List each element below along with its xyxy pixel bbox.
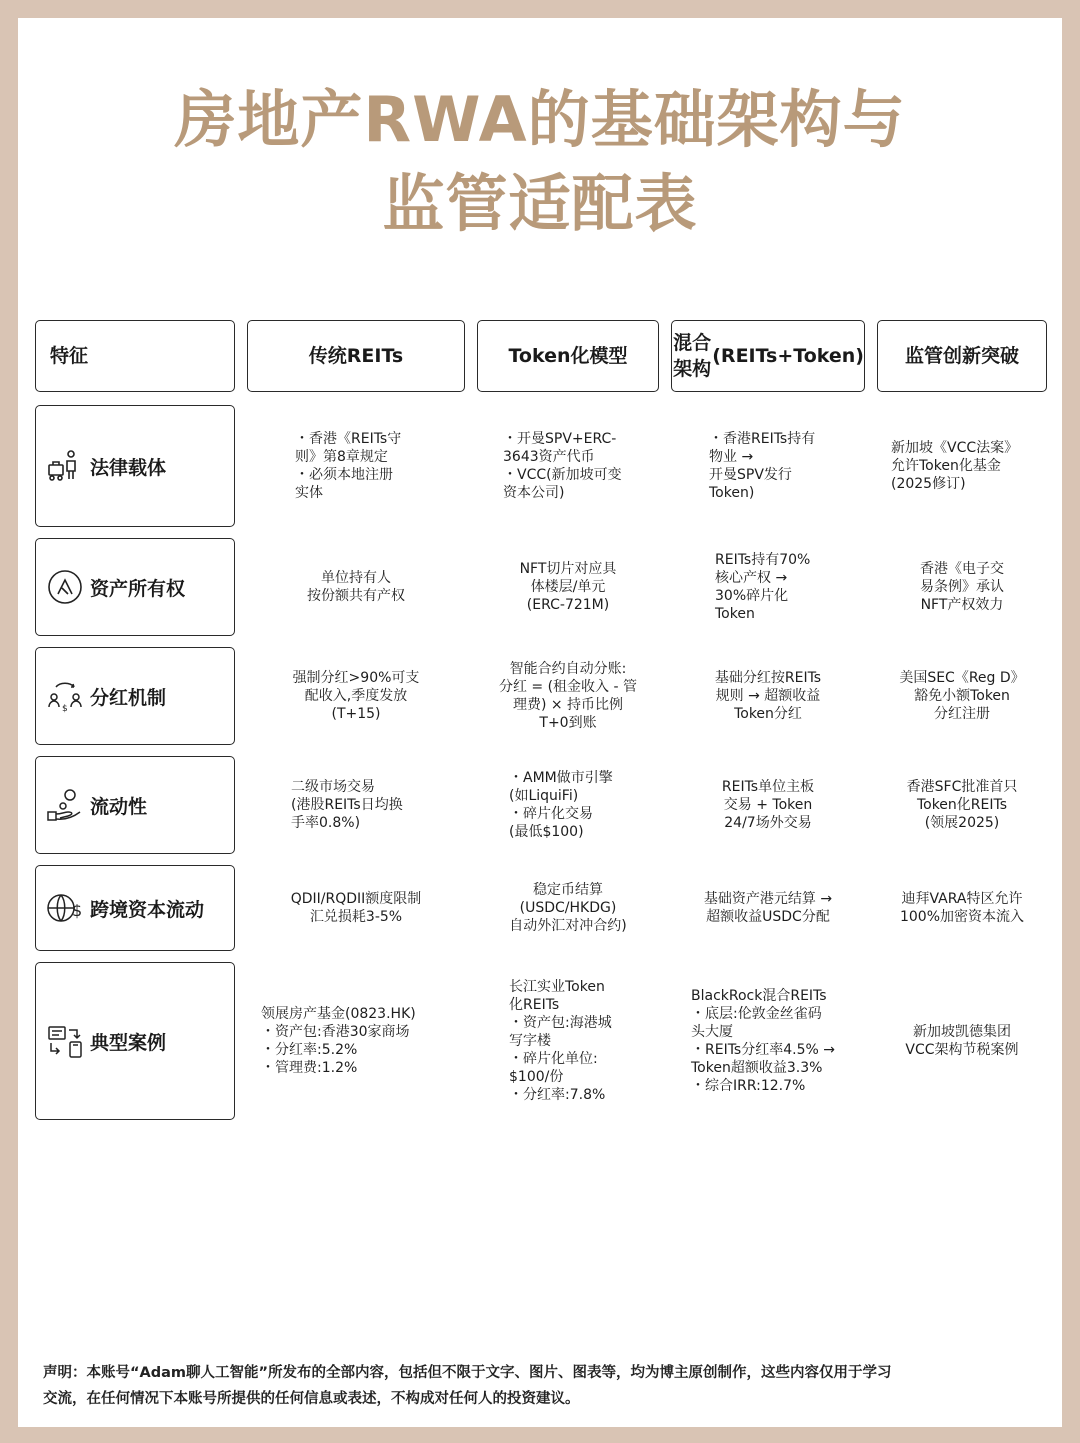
row-label-3: [35, 756, 235, 854]
cell-line: ・香港《REITs守: [295, 431, 402, 447]
cell-line: ・分红率:7.8%: [509, 1087, 606, 1103]
cell-line: ・VCC(新加坡可变: [503, 467, 622, 483]
cell-line: Token超额收益3.3%: [691, 1060, 823, 1076]
cell-line: 按份额共有产权: [307, 588, 405, 604]
row-label-text: 流动性: [90, 795, 148, 818]
row-label-text: 资产所有权: [90, 577, 186, 600]
cell-line: NFT产权效力: [920, 597, 1004, 613]
cell-line: (领展2025): [924, 815, 1000, 831]
cell-line: 配收入,季度发放: [304, 688, 408, 704]
cell-line: Token: [715, 606, 755, 622]
cell-line: ・碎片化单位:: [509, 1051, 598, 1067]
cell-line: 分红 = (租金收入 - 管: [498, 679, 638, 695]
page-title: [0, 78, 1080, 246]
cell-line: 体楼层/单元: [530, 579, 606, 595]
disclaimer-line-1: 声明：本账号“Adam聊人工智能”所发布的全部内容，包括但不限于文字、图片、图表等，均为博主原创制作，这些内容仅用于学习: [43, 1365, 892, 1381]
cell-line: 允许Token化基金: [891, 458, 1001, 474]
row-label-text: 法律载体: [90, 456, 167, 479]
cell-line: (USDC/HKDG): [519, 900, 617, 916]
cell-line: 手率0.8%): [291, 815, 361, 831]
table-cell-r0-c1: [503, 405, 659, 527]
column-header-line: 传统REITs: [308, 345, 404, 367]
cell-line: 香港《电子交: [920, 561, 1004, 577]
cell-line: 豁免小额Token: [914, 688, 1010, 704]
title-line-2: 监管适配表: [382, 167, 698, 240]
cell-line: (T+15): [331, 706, 381, 722]
column-header-2: [477, 320, 659, 392]
legal-carrier-icon: [46, 447, 84, 485]
cell-line: 写字楼: [509, 1033, 551, 1049]
column-header-line: 混合架构: [673, 332, 712, 380]
disclaimer-line-2: 交流，在任何情况下本账号所提供的任何信息或表述，不构成对任何人的投资建议。: [43, 1391, 580, 1407]
table-cell-r0-c3: [891, 405, 1047, 527]
table-cell-r1-c1: [477, 538, 659, 636]
cell-line: T+0到账: [539, 715, 597, 731]
table-cell-r5-c0: [261, 962, 465, 1120]
table-cell-r3-c2: [671, 756, 865, 854]
disclaimer: [43, 1360, 1043, 1412]
cell-line: (最低$100): [509, 824, 584, 840]
row-label-text: 典型案例: [90, 1031, 167, 1054]
row-label-0: [35, 405, 235, 527]
cell-line: 物业 →: [709, 449, 754, 465]
cell-line: ・底层:伦敦金丝雀码: [691, 1006, 822, 1022]
cell-line: 强制分红>90%可支: [292, 670, 420, 686]
cell-line: 则》第8章规定: [295, 449, 388, 465]
column-header-4: [877, 320, 1047, 392]
cell-line: 自动外汇对冲合约): [509, 918, 627, 934]
cell-line: 理费) × 持币比例: [512, 697, 624, 713]
cell-line: ・综合IRR:12.7%: [691, 1078, 806, 1094]
row-label-5: [35, 962, 235, 1120]
cell-line: 二级市场交易: [291, 779, 375, 795]
cell-line: 3643资产代币: [503, 449, 595, 465]
cell-line: 新加坡凯德集团: [913, 1024, 1011, 1040]
table-cell-r4-c2: [671, 865, 865, 951]
cell-line: 易条例》承认: [920, 579, 1004, 595]
table-cell-r5-c2: [691, 962, 865, 1120]
dividend-icon: [46, 677, 84, 715]
table-cell-r4-c1: [477, 865, 659, 951]
cell-line: 核心产权 →: [715, 570, 788, 586]
cell-line: 头大厦: [691, 1024, 733, 1040]
row-label-4: [35, 865, 235, 951]
row-label-1: [35, 538, 235, 636]
cell-line: Token化REITs: [916, 797, 1008, 813]
cell-line: 开曼SPV发行: [709, 467, 792, 483]
table-cell-r0-c2: [709, 405, 865, 527]
table-cell-r2-c3: [877, 647, 1047, 745]
cell-line: 资本公司): [503, 485, 565, 501]
column-header-line: Token化模型: [508, 345, 628, 367]
cell-line: 长江实业Token: [509, 979, 605, 995]
column-header-3: [671, 320, 865, 392]
liquidity-icon: [46, 786, 84, 824]
cross-border-icon: [46, 889, 84, 927]
cell-line: (ERC-721M): [526, 597, 610, 613]
column-header-1: [247, 320, 465, 392]
title-line-1: 房地产RWA的基础架构与: [174, 83, 906, 156]
table-cell-r3-c1: [509, 756, 659, 854]
table-cell-r5-c1: [509, 962, 659, 1120]
cell-line: Token分红: [734, 706, 802, 722]
cell-line: 基础分红按REITs: [714, 670, 822, 686]
table-cell-r1-c0: [247, 538, 465, 636]
cell-line: REITs单位主板: [721, 779, 815, 795]
cell-line: QDII/RQDII额度限制: [290, 891, 422, 907]
cell-line: 智能合约自动分账:: [509, 661, 627, 677]
cell-line: ・分红率:5.2%: [261, 1042, 358, 1058]
cell-line: 香港SFC批准首只: [906, 779, 1018, 795]
column-header-line: (REITs+Token): [712, 345, 864, 367]
table-cell-r4-c0: [247, 865, 465, 951]
cell-line: 汇兑损耗3-5%: [309, 909, 403, 925]
ownership-icon: [46, 568, 84, 606]
cell-line: $100/份: [509, 1069, 564, 1085]
cell-line: 单位持有人: [321, 570, 391, 586]
row-label-2: [35, 647, 235, 745]
table-cell-r1-c3: [877, 538, 1047, 636]
case-icon: [46, 1022, 84, 1060]
row-label-text: 跨境资本流动: [90, 898, 205, 921]
cell-line: ・资产包:海港城: [509, 1015, 612, 1031]
table-cell-r2-c2: [671, 647, 865, 745]
table-cell-r4-c3: [877, 865, 1047, 951]
cell-line: 基础资产港元结算 →: [703, 891, 833, 907]
cell-line: 100%加密资本流入: [899, 909, 1025, 925]
cell-line: NFT切片对应具: [519, 561, 617, 577]
cell-line: 稳定币结算: [533, 882, 603, 898]
cell-line: 迪拜VARA特区允许: [901, 891, 1023, 907]
cell-line: (港股REITs日均换: [291, 797, 403, 813]
table-cell-r3-c3: [877, 756, 1047, 854]
table-cell-r2-c1: [477, 647, 659, 745]
column-header-line: 特征: [50, 345, 89, 367]
cell-line: 超额收益USDC分配: [706, 909, 830, 925]
cell-line: 实体: [295, 485, 323, 501]
column-header-0: [35, 320, 235, 392]
cell-line: ・AMM做市引擎: [509, 770, 613, 786]
cell-line: ・开曼SPV+ERC-: [503, 431, 617, 447]
table-cell-r5-c3: [877, 962, 1047, 1120]
cell-line: ・必须本地注册: [295, 467, 393, 483]
cell-line: (2025修订): [891, 476, 966, 492]
cell-line: VCC架构节税案例: [905, 1042, 1019, 1058]
cell-line: ・资产包:香港30家商场: [261, 1024, 410, 1040]
cell-line: 24/7场外交易: [724, 815, 812, 831]
table-cell-r2-c0: [247, 647, 465, 745]
cell-line: ・管理费:1.2%: [261, 1060, 358, 1076]
table-cell-r3-c0: [291, 756, 465, 854]
cell-line: 美国SEC《Reg D》: [899, 670, 1025, 686]
cell-line: 分红注册: [934, 706, 990, 722]
table-cell-r0-c0: [295, 405, 465, 527]
cell-line: ・碎片化交易: [509, 806, 593, 822]
column-header-line: 监管创新突破: [904, 345, 1019, 367]
cell-line: 30%碎片化: [715, 588, 789, 604]
svg-text:$: $: [62, 704, 68, 714]
cell-line: REITs持有70%: [715, 552, 811, 568]
cell-line: 化REITs: [509, 997, 560, 1013]
cell-line: 领展房产基金(0823.HK): [261, 1006, 416, 1022]
cell-line: Token): [709, 485, 755, 501]
cell-line: ・REITs分红率4.5% →: [691, 1042, 835, 1058]
cell-line: 规则 → 超额收益: [715, 688, 821, 704]
row-label-text: 分红机制: [90, 686, 167, 709]
cell-line: 新加坡《VCC法案》: [891, 440, 1019, 456]
cell-line: (如LiquiFi): [509, 788, 579, 804]
cell-line: ・香港REITs持有: [709, 431, 816, 447]
table-cell-r1-c2: [715, 538, 865, 636]
cell-line: BlackRock混合REITs: [691, 988, 827, 1004]
cell-line: 交易 + Token: [723, 797, 813, 813]
svg-text:$: $: [72, 901, 83, 920]
